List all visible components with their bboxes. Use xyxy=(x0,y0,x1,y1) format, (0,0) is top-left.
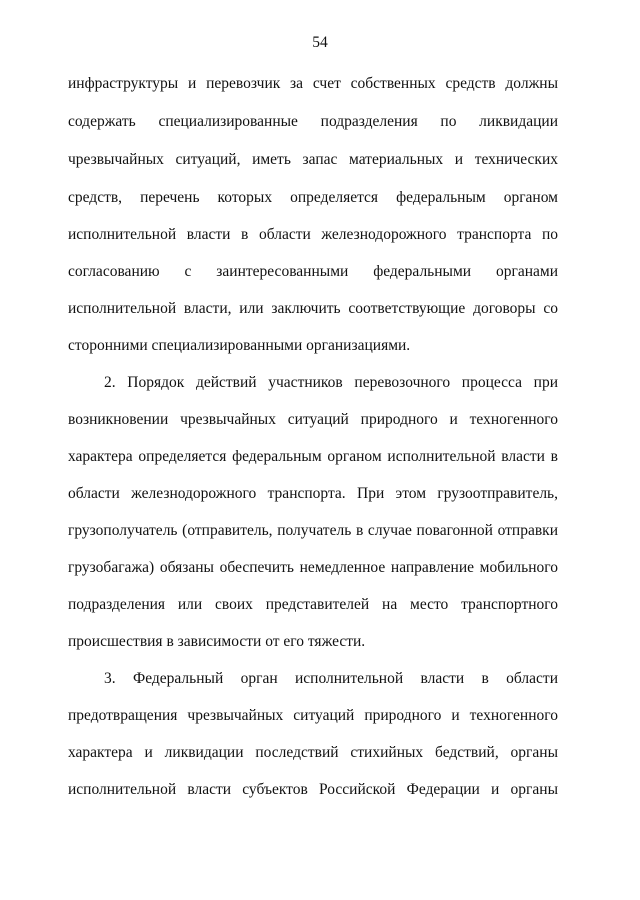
text-line: грузобагажа) обязаны обеспечить немедленное направление мобильного xyxy=(68,559,558,576)
text-line: грузополучатель (отправитель, получатель в случае повагонной отправки xyxy=(68,522,558,539)
text-line: возникновении чрезвычайных ситуаций природного и техногенного xyxy=(68,411,558,428)
text-line: исполнительной власти, или заключить соответствующие договоры со xyxy=(68,300,558,317)
page-number: 54 xyxy=(312,34,328,51)
paragraph-3-first-line: 3. Федеральный орган исполнительной власти в области xyxy=(104,670,558,687)
text-line: исполнительной власти в области железнодорожного транспорта по xyxy=(68,226,558,243)
text-line: инфраструктуры и перевозчик за счет собственных средств должны xyxy=(68,75,558,92)
text-line: характера определяется федеральным органом исполнительной власти в xyxy=(68,448,558,465)
text-line: содержать специализированные подразделения по ликвидации xyxy=(68,113,558,130)
text-line: характера и ликвидации последствий стихийных бедствий, органы xyxy=(68,744,558,761)
text-line: средств, перечень которых определяется федеральным органом xyxy=(68,189,558,206)
text-line: согласованию с заинтересованными федеральными органами xyxy=(68,263,558,280)
text-line: предотвращения чрезвычайных ситуаций природного и техногенного xyxy=(68,707,558,724)
text-line: подразделения или своих представителей на место транспортного xyxy=(68,596,558,613)
text-line: исполнительной власти субъектов Российской Федерации и органы xyxy=(68,781,558,798)
text-line: чрезвычайных ситуаций, иметь запас материальных и технических xyxy=(68,151,558,168)
text-line: происшествия в зависимости от его тяжести. xyxy=(68,633,366,650)
text-line: сторонними специализированными организациями. xyxy=(68,337,411,354)
text-line: области железнодорожного транспорта. При этом грузоотправитель, xyxy=(68,485,558,502)
paragraph-2-first-line: 2. Порядок действий участников перевозочного процесса при xyxy=(104,374,558,391)
